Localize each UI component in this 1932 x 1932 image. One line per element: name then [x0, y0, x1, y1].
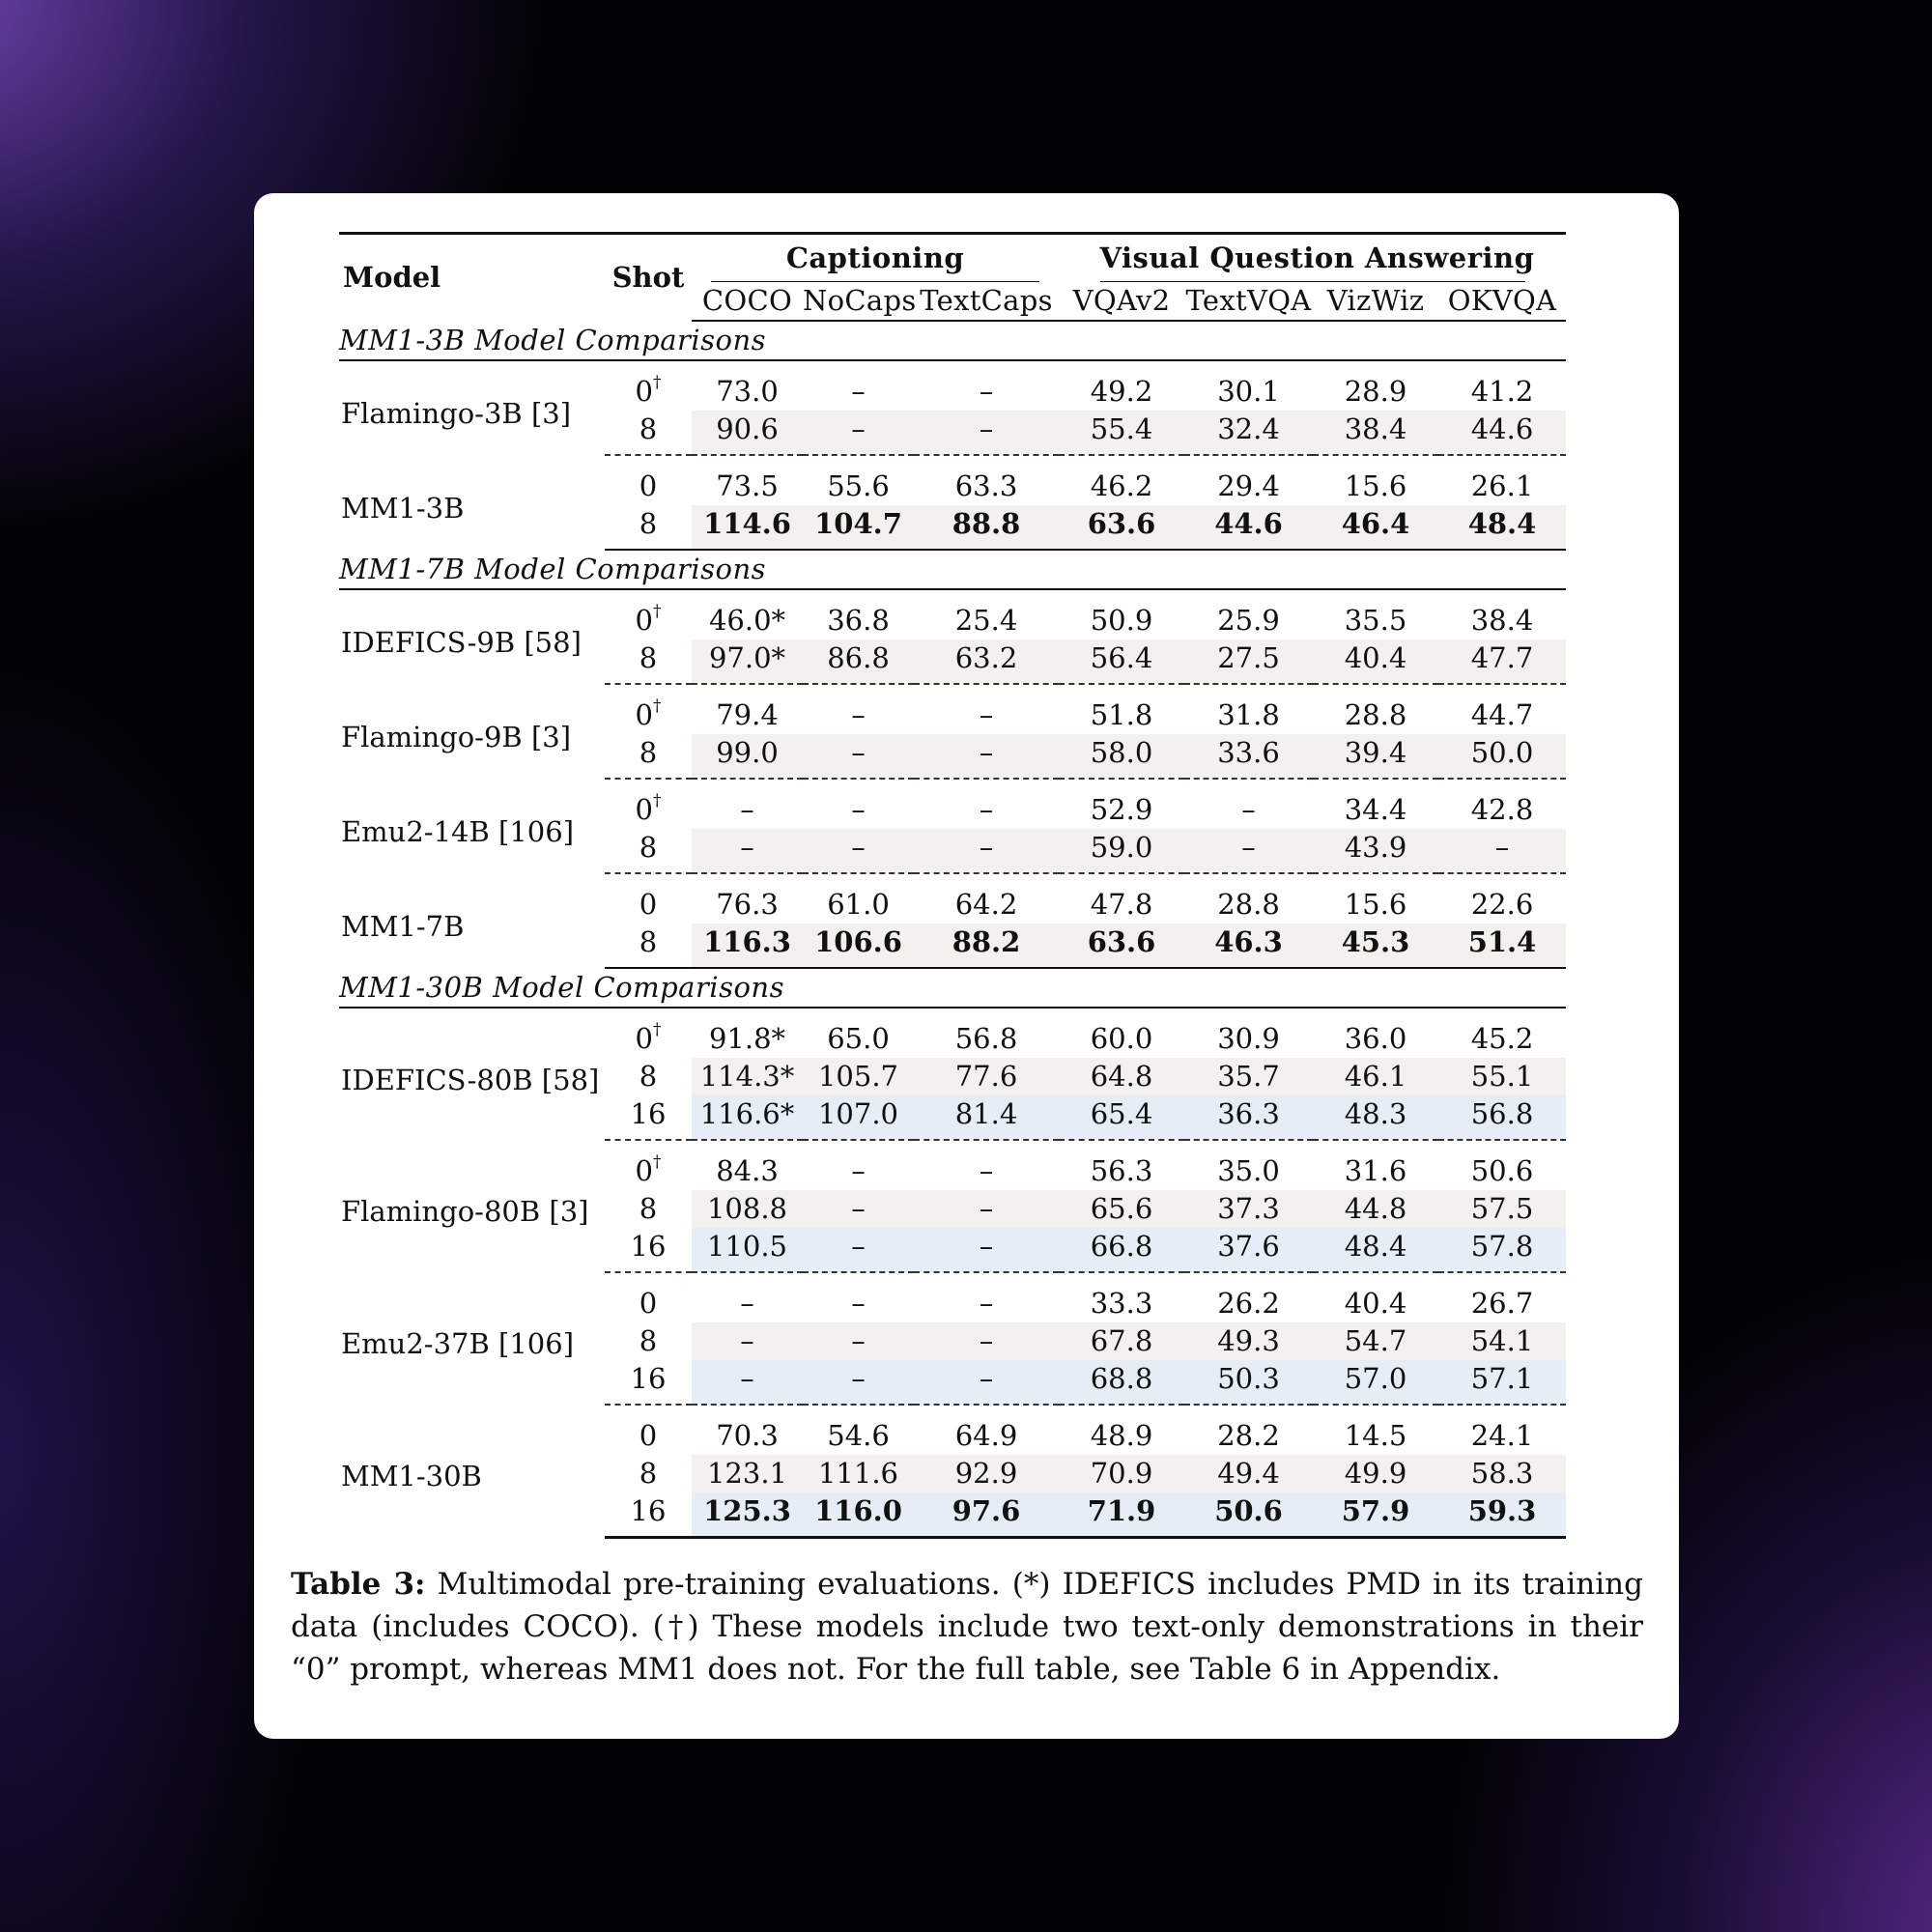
shot-cell [605, 873, 692, 923]
value-cell: 41.2 [1470, 375, 1534, 408]
value-cell: 108.8 [692, 1190, 803, 1228]
value-cell: – [803, 1360, 914, 1405]
value-cell: 64.8 [1059, 1058, 1184, 1095]
value-cell: 37.6 [1184, 1228, 1313, 1272]
value-cell: 15.6 [1344, 888, 1407, 921]
table-row [339, 589, 1566, 639]
shot-cell [605, 589, 692, 639]
header-vqa [1059, 234, 1566, 283]
shot-value: 8 [639, 1192, 658, 1225]
value-cell: 52.9 [1090, 793, 1153, 826]
value-cell: 31.6 [1344, 1154, 1407, 1187]
value-cell: 49.2 [1090, 375, 1153, 408]
shot-cell [605, 779, 692, 829]
caption-label: Table 3: [291, 1567, 426, 1602]
shot-cell [605, 1095, 692, 1140]
shot-value: 8 [639, 831, 658, 864]
value-cell: 44.8 [1313, 1190, 1438, 1228]
value-cell: 46.2 [1090, 469, 1153, 502]
value-cell: 34.4 [1344, 793, 1407, 826]
value-cell: 55.6 [827, 469, 890, 502]
value-cell: 107.0 [803, 1095, 914, 1140]
value-cell: 51.4 [1438, 923, 1566, 968]
value-cell: 28.9 [1344, 375, 1407, 408]
value-cell: – [851, 793, 866, 826]
value-cell: 51.8 [1090, 698, 1153, 731]
value-cell: 35.0 [1217, 1154, 1280, 1187]
value-cell: 59.3 [1438, 1492, 1566, 1538]
value-cell: – [1241, 793, 1256, 826]
value-cell: 26.2 [1217, 1287, 1280, 1320]
value-cell: 70.9 [1059, 1455, 1184, 1492]
table-row [339, 455, 1566, 505]
shot-value: 8 [639, 736, 658, 769]
value-cell: 36.0 [1344, 1022, 1407, 1055]
shot-value: 8 [639, 641, 658, 674]
value-cell: – [851, 1287, 866, 1320]
section-title: MM1-7B Model Comparisons [339, 550, 1566, 589]
shot-value: 0 [635, 1022, 653, 1055]
value-cell: – [914, 1322, 1059, 1360]
shot-cell [605, 684, 692, 734]
model-name: Flamingo-80B [3] [341, 1195, 589, 1228]
value-cell: – [914, 1360, 1059, 1405]
shot-value: 8 [639, 412, 658, 445]
shot-cell [605, 505, 692, 550]
header-captioning-label: Captioning [711, 235, 1039, 282]
value-cell: – [803, 1190, 914, 1228]
value-cell: 55.1 [1438, 1058, 1566, 1095]
table-row [339, 873, 1566, 923]
shot-value: 16 [630, 1097, 667, 1130]
value-cell: 55.4 [1059, 411, 1184, 455]
value-cell: 67.8 [1059, 1322, 1184, 1360]
value-cell: – [740, 1287, 754, 1320]
table-caption [291, 1563, 1643, 1690]
section-header-row [339, 321, 1566, 360]
value-cell: – [1438, 829, 1566, 873]
value-cell: 29.4 [1217, 469, 1280, 502]
shot-cell [605, 411, 692, 455]
value-cell: – [851, 1154, 866, 1187]
value-cell: 44.6 [1184, 505, 1313, 550]
value-cell: 125.3 [692, 1492, 803, 1538]
value-cell: 66.8 [1059, 1228, 1184, 1272]
value-cell: 48.9 [1090, 1419, 1153, 1452]
table-row [339, 1140, 1566, 1190]
value-cell: 45.3 [1313, 923, 1438, 968]
shot-value: 0 [639, 469, 658, 502]
model-name: MM1-30B [341, 1460, 482, 1493]
value-cell: – [914, 829, 1059, 873]
value-cell: 28.8 [1217, 888, 1280, 921]
shot-cell [605, 639, 692, 684]
value-cell: 105.7 [803, 1058, 914, 1095]
value-cell: 43.9 [1313, 829, 1438, 873]
value-cell: 104.7 [803, 505, 914, 550]
model-name: Flamingo-3B [3] [341, 397, 572, 430]
value-cell: – [979, 698, 994, 731]
value-cell: 90.6 [692, 411, 803, 455]
value-cell: 63.2 [914, 639, 1059, 684]
value-cell: 28.2 [1217, 1419, 1280, 1452]
dagger-mark: † [652, 791, 662, 810]
value-cell: 59.0 [1059, 829, 1184, 873]
value-cell: 35.7 [1184, 1058, 1313, 1095]
value-cell: – [914, 1190, 1059, 1228]
value-cell: 46.3 [1184, 923, 1313, 968]
table-row [339, 1008, 1566, 1058]
value-cell: 26.1 [1470, 469, 1534, 502]
value-cell: – [740, 793, 754, 826]
shot-cell [605, 1360, 692, 1405]
dagger-mark: † [652, 1152, 662, 1172]
shot-cell [605, 1455, 692, 1492]
model-name: MM1-7B [341, 909, 465, 943]
value-cell: 54.1 [1438, 1322, 1566, 1360]
header-model: Model [343, 261, 441, 294]
shot-cell [605, 1492, 692, 1538]
value-cell: – [803, 734, 914, 779]
shot-value: 8 [639, 1324, 658, 1357]
value-cell: 46.1 [1313, 1058, 1438, 1095]
value-cell: 116.3 [692, 923, 803, 968]
value-cell: 58.3 [1438, 1455, 1566, 1492]
value-cell: – [803, 1322, 914, 1360]
dagger-mark: † [652, 696, 662, 716]
model-name: IDEFICS-80B [58] [341, 1063, 600, 1096]
shot-value: 8 [639, 507, 658, 540]
value-cell: 48.4 [1313, 1228, 1438, 1272]
value-cell: 50.6 [1470, 1154, 1534, 1187]
value-cell: 64.2 [954, 888, 1018, 921]
value-cell: 38.4 [1470, 604, 1534, 637]
section-header-row [339, 968, 1566, 1008]
value-cell: – [979, 375, 994, 408]
value-cell: 86.8 [803, 639, 914, 684]
shot-value: 0 [635, 604, 653, 637]
shot-value: 8 [639, 925, 658, 958]
value-cell: – [692, 829, 803, 873]
value-cell: 56.8 [954, 1022, 1018, 1055]
header-captioning [692, 234, 1059, 283]
column-header: OKVQA [1438, 282, 1566, 321]
value-cell: 106.6 [803, 923, 914, 968]
header-vqa-label: Visual Question Answering [1100, 235, 1525, 282]
shot-cell [605, 1008, 692, 1058]
value-cell: 47.7 [1438, 639, 1566, 684]
caption-text: Multimodal pre-training evaluations. (*) IDEFICS includes PMD in its training data (includes COCO). (†) These models include two text-only demonstrations in their “0” prompt, whereas MM1 does not. For the full table, see Table 6 in Appendix. [291, 1567, 1643, 1687]
value-cell: 111.6 [803, 1455, 914, 1492]
shot-value: 16 [630, 1362, 667, 1395]
dagger-mark: † [652, 373, 662, 392]
section-title: MM1-30B Model Comparisons [339, 968, 1566, 1008]
shot-value: 16 [630, 1230, 667, 1263]
value-cell: 40.4 [1344, 1287, 1407, 1320]
value-cell: 116.0 [803, 1492, 914, 1538]
value-cell: 116.6* [692, 1095, 803, 1140]
value-cell: 37.3 [1184, 1190, 1313, 1228]
value-cell: 123.1 [692, 1455, 803, 1492]
value-cell: 81.4 [914, 1095, 1059, 1140]
value-cell: 38.4 [1313, 411, 1438, 455]
value-cell: – [851, 698, 866, 731]
shot-value: 0 [635, 375, 653, 408]
value-cell: 97.0* [692, 639, 803, 684]
table-row [339, 360, 1566, 411]
value-cell: 25.4 [954, 604, 1018, 637]
shot-cell [605, 1322, 692, 1360]
value-cell: 30.1 [1217, 375, 1280, 408]
value-cell: 27.5 [1184, 639, 1313, 684]
value-cell: 36.3 [1184, 1095, 1313, 1140]
value-cell: 63.3 [954, 469, 1018, 502]
shot-value: 16 [630, 1494, 667, 1527]
value-cell: 114.3* [692, 1058, 803, 1095]
value-cell: 30.9 [1217, 1022, 1280, 1055]
value-cell: – [692, 1360, 803, 1405]
value-cell: – [803, 411, 914, 455]
value-cell: 114.6 [692, 505, 803, 550]
value-cell: – [914, 734, 1059, 779]
value-cell: – [979, 1287, 994, 1320]
value-cell: 92.9 [914, 1455, 1059, 1492]
value-cell: 65.6 [1059, 1190, 1184, 1228]
value-cell: 14.5 [1344, 1419, 1407, 1452]
value-cell: 88.8 [914, 505, 1059, 550]
shot-value: 0 [639, 1419, 658, 1452]
value-cell: 46.4 [1313, 505, 1438, 550]
value-cell: 77.6 [914, 1058, 1059, 1095]
value-cell: 54.6 [827, 1419, 890, 1452]
column-header: COCO [692, 282, 803, 321]
value-cell: 68.8 [1059, 1360, 1184, 1405]
shot-cell [605, 1140, 692, 1190]
value-cell: – [803, 829, 914, 873]
value-cell: 48.3 [1313, 1095, 1438, 1140]
value-cell: 56.3 [1090, 1154, 1153, 1187]
shot-cell [605, 923, 692, 968]
value-cell: 42.8 [1470, 793, 1534, 826]
value-cell: 28.8 [1344, 698, 1407, 731]
value-cell: 63.6 [1059, 923, 1184, 968]
shot-value: 0 [635, 698, 653, 731]
value-cell: 56.4 [1059, 639, 1184, 684]
value-cell: 32.4 [1184, 411, 1313, 455]
value-cell: 50.6 [1184, 1492, 1313, 1538]
value-cell: 70.3 [716, 1419, 779, 1452]
value-cell: 26.7 [1470, 1287, 1534, 1320]
value-cell: – [1184, 829, 1313, 873]
column-header: VQAv2 [1059, 282, 1184, 321]
value-cell: 73.0 [716, 375, 779, 408]
model-name: MM1-3B [341, 491, 465, 525]
results-table [339, 232, 1566, 1539]
value-cell: 50.0 [1438, 734, 1566, 779]
value-cell: 24.1 [1470, 1419, 1534, 1452]
model-name: Emu2-37B [106] [341, 1327, 575, 1360]
value-cell: 56.8 [1438, 1095, 1566, 1140]
value-cell: 65.4 [1059, 1095, 1184, 1140]
shot-cell [605, 1272, 692, 1322]
table-row [339, 1272, 1566, 1322]
value-cell: 35.5 [1344, 604, 1407, 637]
value-cell: 60.0 [1090, 1022, 1153, 1055]
column-header: TextVQA [1184, 282, 1313, 321]
value-cell: 91.8* [708, 1022, 786, 1055]
value-cell: – [979, 1154, 994, 1187]
value-cell: – [979, 793, 994, 826]
column-header: TextCaps [914, 282, 1059, 321]
value-cell: 84.3 [716, 1154, 779, 1187]
value-cell: 58.0 [1059, 734, 1184, 779]
value-cell: 40.4 [1313, 639, 1438, 684]
value-cell: 49.4 [1184, 1455, 1313, 1492]
value-cell: 44.6 [1438, 411, 1566, 455]
value-cell: 31.8 [1217, 698, 1280, 731]
header-row-groups [339, 234, 1566, 283]
shot-value: 0 [639, 1287, 658, 1320]
shot-value: 0 [639, 888, 658, 921]
dagger-mark: † [652, 1020, 662, 1039]
value-cell: 49.3 [1184, 1322, 1313, 1360]
value-cell: 88.2 [914, 923, 1059, 968]
value-cell: 73.5 [716, 469, 779, 502]
value-cell: 46.0* [708, 604, 786, 637]
model-name: Emu2-14B [106] [341, 814, 575, 848]
model-name: IDEFICS-9B [58] [341, 626, 582, 659]
value-cell: 25.9 [1217, 604, 1280, 637]
value-cell: – [803, 1228, 914, 1272]
value-cell: 110.5 [692, 1228, 803, 1272]
value-cell: 50.9 [1090, 604, 1153, 637]
value-cell: 33.3 [1090, 1287, 1153, 1320]
column-header: VizWiz [1313, 282, 1438, 321]
model-name: Flamingo-9B [3] [341, 720, 572, 753]
value-cell: 57.0 [1313, 1360, 1438, 1405]
shot-value: 0 [635, 1154, 653, 1187]
column-header: NoCaps [803, 282, 914, 321]
value-cell: 15.6 [1344, 469, 1407, 502]
shot-cell [605, 1190, 692, 1228]
value-cell: 71.9 [1059, 1492, 1184, 1538]
value-cell: 50.3 [1184, 1360, 1313, 1405]
value-cell: 97.6 [914, 1492, 1059, 1538]
value-cell: 22.6 [1470, 888, 1534, 921]
value-cell: 64.9 [954, 1419, 1018, 1452]
shot-cell [605, 455, 692, 505]
value-cell: 76.3 [716, 888, 779, 921]
table-row [339, 1405, 1566, 1455]
shot-cell [605, 360, 692, 411]
value-cell: 57.1 [1438, 1360, 1566, 1405]
shot-value: 0 [635, 793, 653, 826]
shot-cell [605, 1228, 692, 1272]
value-cell: 63.6 [1059, 505, 1184, 550]
value-cell: – [851, 375, 866, 408]
table-row [339, 779, 1566, 829]
value-cell: 54.7 [1313, 1322, 1438, 1360]
shot-cell [605, 829, 692, 873]
table-body [339, 321, 1566, 1538]
value-cell: 57.8 [1438, 1228, 1566, 1272]
dagger-mark: † [652, 602, 662, 621]
value-cell: 39.4 [1313, 734, 1438, 779]
value-cell: 45.2 [1470, 1022, 1534, 1055]
value-cell: 99.0 [692, 734, 803, 779]
shot-cell [605, 1405, 692, 1455]
value-cell: 48.4 [1438, 505, 1566, 550]
table-row [339, 684, 1566, 734]
document-card [254, 193, 1679, 1739]
value-cell: – [692, 1322, 803, 1360]
value-cell: – [914, 411, 1059, 455]
value-cell: 44.7 [1470, 698, 1534, 731]
value-cell: 47.8 [1090, 888, 1153, 921]
shot-value: 8 [639, 1060, 658, 1093]
value-cell: 79.4 [716, 698, 779, 731]
header-shot: Shot [611, 261, 685, 294]
value-cell: 61.0 [827, 888, 890, 921]
value-cell: 49.9 [1313, 1455, 1438, 1492]
value-cell: 65.0 [827, 1022, 890, 1055]
shot-cell [605, 734, 692, 779]
section-title: MM1-3B Model Comparisons [339, 321, 1566, 360]
value-cell: – [914, 1228, 1059, 1272]
shot-value: 8 [639, 1457, 658, 1490]
value-cell: 57.5 [1438, 1190, 1566, 1228]
shot-cell [605, 1058, 692, 1095]
section-header-row [339, 550, 1566, 589]
value-cell: 33.6 [1184, 734, 1313, 779]
value-cell: 57.9 [1313, 1492, 1438, 1538]
value-cell: 36.8 [827, 604, 890, 637]
